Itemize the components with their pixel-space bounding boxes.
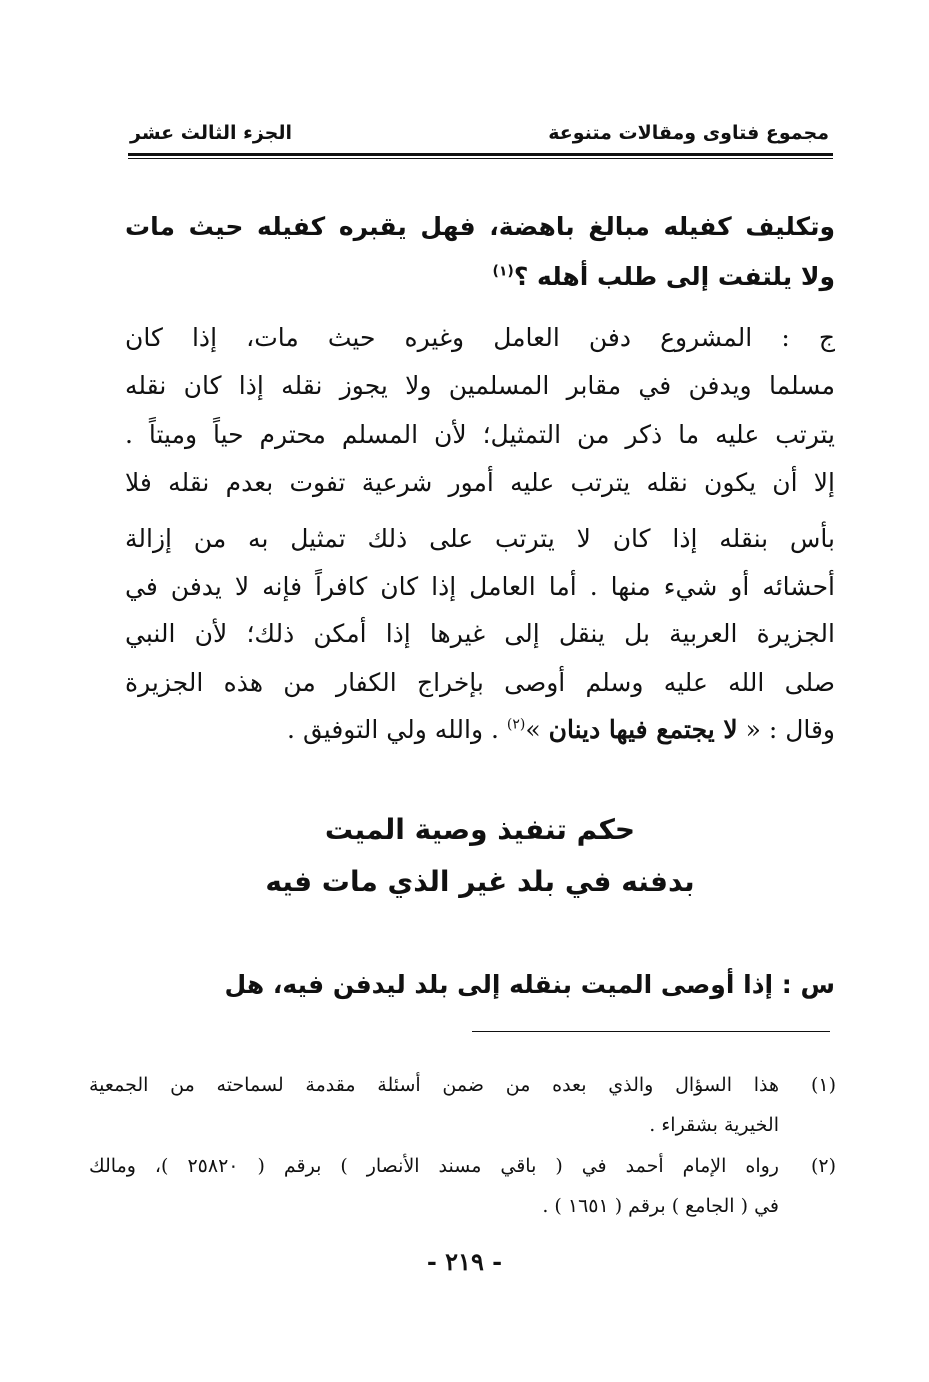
- hadith-quote: لا يجتمع فيها دينان: [548, 715, 738, 744]
- answer-line-1: ج : المشروع دفن العامل وغيره حيث مات، إذا كان: [125, 323, 835, 352]
- next-question-line: س : إذا أوصى الميت بنقله إلى بلد ليدفن فيه، هل: [224, 970, 835, 999]
- footnote-2-line-2: في ( الجامع ) برقم ( ١٦٥١ ) .: [542, 1195, 779, 1217]
- answer-line-6: أحشائه أو شيء منها . أما العامل إذا كان كافراً فإنه لا يدفن في: [125, 572, 835, 601]
- question-line-2: [125, 257, 835, 297]
- answer-line-2: مسلما ويدفن في مقابر المسلمين ولا يجوز نقله إذا كان نقله: [125, 371, 835, 400]
- footnote-separator: [472, 1031, 830, 1032]
- page-number: - ٢١٩ -: [426, 1247, 503, 1276]
- footnote-1-line-2: الخيرية بشقراء .: [649, 1114, 779, 1136]
- header-rule-thick: [128, 153, 833, 156]
- answer-line-9-start: وقال : «: [745, 715, 835, 744]
- question-line-2-text: ولا يلتفت إلى طلب أهله ؟: [513, 262, 835, 291]
- running-header-book-title: مجموع فتاوى ومقالات متنوعة: [548, 122, 829, 144]
- footnote-1-number: (١): [810, 1074, 836, 1096]
- running-header-volume: الجزء الثالث عشر: [130, 122, 293, 144]
- answer-line-9: [125, 710, 835, 750]
- footnote-2-number: (٢): [810, 1155, 836, 1177]
- footnote-ref-2: (٢): [506, 716, 526, 733]
- footnote-1-line-1: هذا السؤال والذي بعده من ضمن أسئلة مقدمة لسماحته من الجمعية: [89, 1074, 779, 1096]
- section-title-line-2: بدفنه في بلد غير الذي مات فيه: [265, 865, 695, 898]
- question-line-1: وتكليف كفيله مبالغ باهضة، فهل يقبره كفيله حيث مات: [125, 212, 835, 241]
- answer-line-9-end: . والله ولي التوفيق .: [287, 715, 499, 744]
- section-title-line-1: حكم تنفيذ وصية الميت: [324, 813, 636, 846]
- answer-line-7: الجزيرة العربية بل ينقل إلى غيرها إذا أمكن ذلك؛ لأن النبي: [125, 619, 835, 648]
- answer-line-8: صلى الله عليه وسلم أوصى بإخراج الكفار من هذه الجزيرة: [125, 668, 835, 697]
- quote-close: »: [525, 715, 541, 744]
- answer-line-4: إلا أن يكون نقله يترتب عليه أمور شرعية تفوت بعدم نقله فلا: [125, 468, 835, 497]
- answer-line-3: يترتب عليه ما ذكر من التمثيل؛ لأن المسلم محترم حياً وميتاً .: [125, 420, 835, 449]
- answer-line-5: بأس بنقله إذا كان لا يترتب على ذلك تمثيل به من إزالة: [125, 524, 835, 553]
- header-rule-thin: [128, 158, 833, 159]
- footnote-ref-1: (١): [492, 263, 514, 280]
- footnote-2-line-1: رواه الإمام أحمد في ( باقي مسند الأنصار ) برقم ( ٢٥٨٢٠ )، ومالك: [89, 1155, 779, 1177]
